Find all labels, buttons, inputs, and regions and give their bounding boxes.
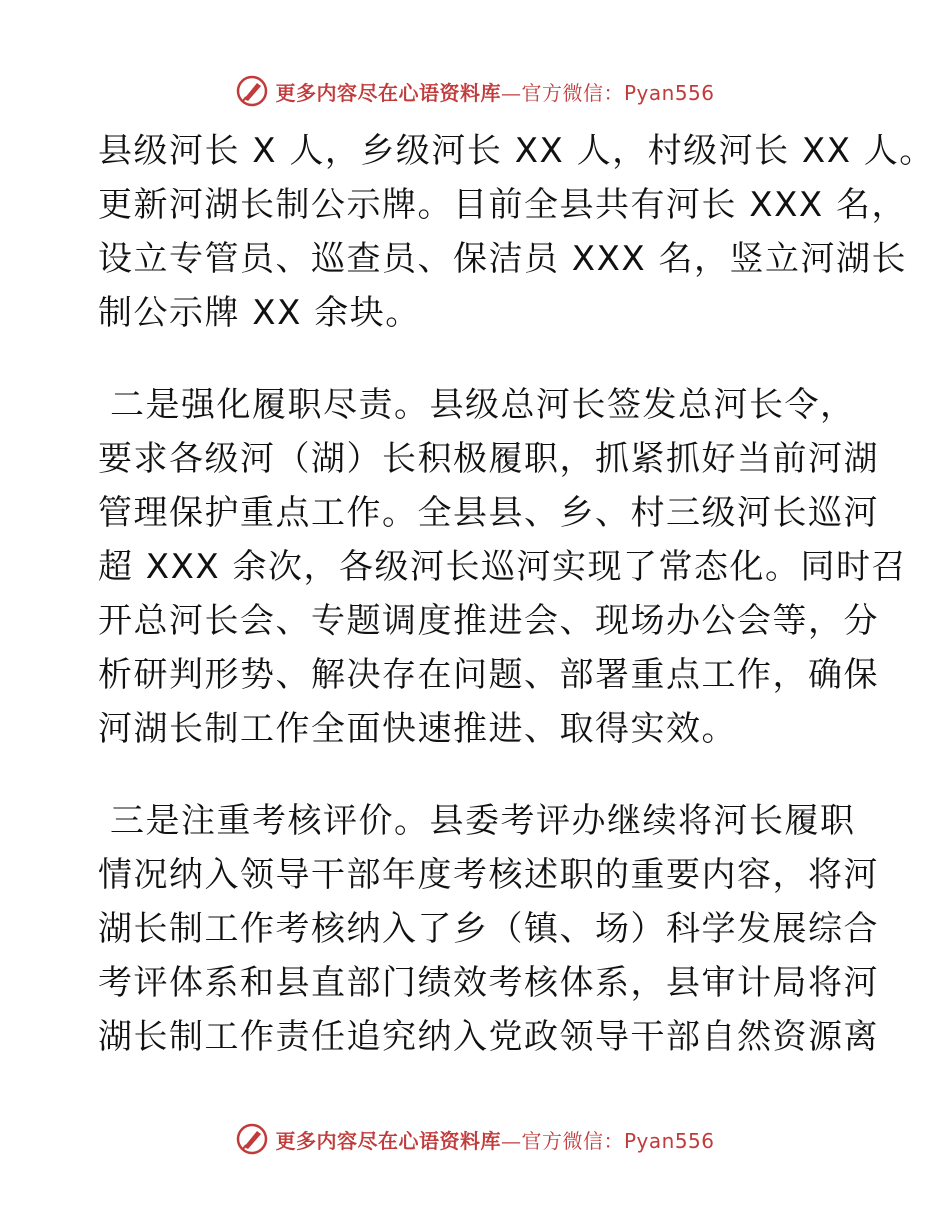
header-banner (0, 71, 950, 111)
quill-pen-logo-icon (235, 74, 269, 108)
footer-wechat-label: 官方微信： (521, 1128, 624, 1153)
footer-brand: 更多内容尽在心语资料库 (275, 1128, 501, 1153)
text-line: 湖长制工作责任追究纳入党政领导干部自然资源离 (98, 1017, 879, 1057)
quill-pen-logo-icon (235, 1122, 269, 1156)
header-separator: — (500, 80, 522, 105)
text-line: 管理保护重点工作。全县县、乡、村三级河长巡河 (98, 493, 879, 533)
text-line: 开总河长会、专题调度推进会、现场办公会等，分 (98, 601, 879, 641)
footer-separator: — (500, 1128, 522, 1153)
footer-banner (0, 1119, 950, 1159)
footer-account: Pyan556 (623, 1128, 715, 1153)
document-body (98, 124, 935, 1064)
text-line: 要求各级河（湖）长积极履职，抓紧抓好当前河湖 (98, 439, 879, 479)
header-wechat-label: 官方微信： (521, 80, 624, 105)
paragraph-2 (98, 378, 907, 756)
text-line: 县级河长 X 人，乡级河长 XX 人，村级河长 XX 人。 (98, 131, 935, 171)
header-brand-text (275, 77, 714, 106)
text-line: 三是注重考核评价。县委考评办继续将河长履职 (110, 801, 856, 841)
header-brand: 更多内容尽在心语资料库 (275, 80, 501, 105)
text-line: 设立专管员、巡查员、保洁员 XXX 名，竖立河湖长 (98, 239, 907, 279)
text-line: 析研判形势、解决存在问题、部署重点工作，确保 (98, 655, 879, 695)
header-account: Pyan556 (623, 80, 715, 105)
footer-brand-text (275, 1125, 714, 1154)
text-line: 情况纳入领导干部年度考核述职的重要内容，将河 (98, 855, 879, 895)
paragraph-3 (98, 794, 879, 1064)
text-line: 超 XXX 余次，各级河长巡河实现了常态化。同时召 (98, 547, 907, 587)
text-line: 湖长制工作考核纳入了乡（镇、场）科学发展综合 (98, 909, 879, 949)
text-line: 河湖长制工作全面快速推进、取得实效。 (98, 709, 737, 749)
text-line: 二是强化履职尽责。县级总河长签发总河长令， (110, 385, 856, 425)
text-line: 制公示牌 XX 余块。 (98, 293, 421, 333)
paragraph-1 (98, 124, 935, 340)
text-line: 考评体系和县直部门绩效考核体系，县审计局将河 (98, 963, 879, 1003)
text-line: 更新河湖长制公示牌。目前全县共有河长 XXX 名， (98, 185, 907, 225)
